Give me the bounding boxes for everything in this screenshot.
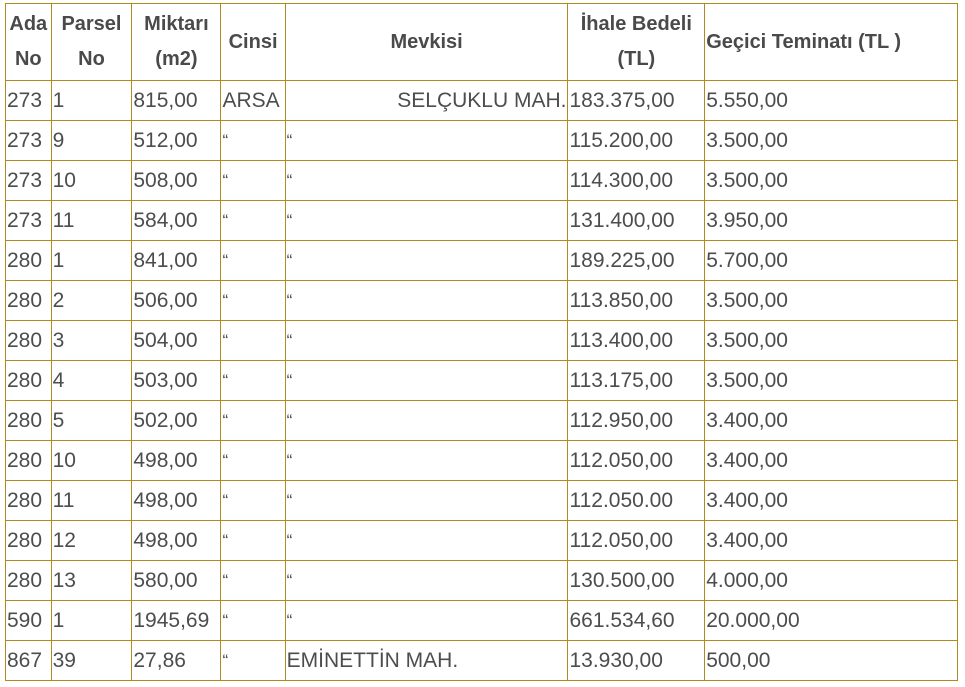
cell-teminat: 3.950,00 [705,201,958,241]
cell-teminat: 3.500,00 [705,321,958,361]
cell-mevki: “ [285,201,568,241]
cell-mevki: “ [285,561,568,601]
cell-teminat: 3.400,00 [705,481,958,521]
cell-cinsi: “ [221,481,285,521]
table-row [6,281,958,321]
cell-miktar: 508,00 [132,161,221,201]
header-ada-line1: Ada [9,13,48,35]
cell-teminat: 3.400,00 [705,521,958,561]
cell-cinsi: “ [221,241,285,281]
cell-parsel: 2 [51,281,132,321]
cell-cinsi: “ [221,601,285,641]
cell-teminat: 3.400,00 [705,441,958,481]
cell-ihale: 183.375,00 [568,81,705,121]
cell-ada: 273 [6,201,52,241]
cell-parsel: 11 [51,481,132,521]
header-miktar-line2: (m2) [155,48,198,70]
table-row [6,601,958,641]
cell-ada: 280 [6,241,52,281]
cell-miktar: 498,00 [132,481,221,521]
cell-ihale: 113.175,00 [568,361,705,401]
header-miktar [132,4,221,81]
cell-mevki: “ [285,481,568,521]
cell-ihale: 114.300,00 [568,161,705,201]
cell-ada: 280 [6,401,52,441]
cell-ada: 280 [6,281,52,321]
cell-ada: 280 [6,481,52,521]
cell-teminat: 3.500,00 [705,161,958,201]
cell-parsel: 3 [51,321,132,361]
cell-ada: 280 [6,321,52,361]
header-row [6,4,958,81]
cell-miktar: 504,00 [132,321,221,361]
cell-parsel: 10 [51,441,132,481]
cell-cinsi: “ [221,561,285,601]
cell-miktar: 512,00 [132,121,221,161]
cell-miktar: 502,00 [132,401,221,441]
table-row [6,561,958,601]
cell-ihale: 131.400,00 [568,201,705,241]
cell-miktar: 498,00 [132,441,221,481]
table-row [6,161,958,201]
table-row [6,521,958,561]
cell-parsel: 12 [51,521,132,561]
cell-ihale: 112.050,00 [568,441,705,481]
cell-mevki: “ [285,401,568,441]
cell-teminat: 3.500,00 [705,121,958,161]
cell-teminat: 5.700,00 [705,241,958,281]
cell-teminat: 500,00 [705,641,958,681]
cell-parsel: 1 [51,601,132,641]
cell-cinsi: “ [221,121,285,161]
cell-parsel: 1 [51,81,132,121]
header-parsel-line1: Parsel [61,13,122,35]
header-parsel-line2: No [78,48,105,70]
header-ada-line2: No [14,48,42,70]
cell-mevki: “ [285,161,568,201]
cell-parsel: 11 [51,201,132,241]
header-gecici-teminat: Geçici Teminatı (TL ) [705,4,958,81]
table-row [6,481,958,521]
cell-mevki: “ [285,281,568,321]
cell-ada: 590 [6,601,52,641]
cell-cinsi: “ [221,161,285,201]
cell-miktar: 27,86 [132,641,221,681]
table-row [6,241,958,281]
cell-miktar: 1945,69 [132,601,221,641]
cell-ada: 273 [6,81,52,121]
header-miktar-line1: Miktarı [144,13,209,35]
cell-ihale: 113.400,00 [568,321,705,361]
cell-cinsi: “ [221,201,285,241]
cell-teminat: 3.500,00 [705,281,958,321]
cell-parsel: 13 [51,561,132,601]
table-body [6,81,958,681]
header-ihale-bedeli [568,4,705,81]
cell-teminat: 20.000,00 [705,601,958,641]
table-row [6,81,958,121]
cell-mevki: “ [285,521,568,561]
cell-ihale: 112.950,00 [568,401,705,441]
table-row [6,201,958,241]
cell-mevki: SELÇUKLU MAH. [285,81,568,121]
cell-ada: 273 [6,161,52,201]
cell-teminat: 5.550,00 [705,81,958,121]
cell-ihale: 130.500,00 [568,561,705,601]
cell-cinsi: “ [221,281,285,321]
cell-mevki: EMİNETTİN MAH. [285,641,568,681]
cell-cinsi: ARSA [221,81,285,121]
table-row [6,321,958,361]
cell-miktar: 506,00 [132,281,221,321]
cell-ihale: 13.930,00 [568,641,705,681]
cell-ihale: 115.200,00 [568,121,705,161]
cell-ihale: 189.225,00 [568,241,705,281]
cell-parsel: 1 [51,241,132,281]
header-ada-no [6,4,52,81]
header-parsel-no [51,4,132,81]
cell-miktar: 815,00 [132,81,221,121]
cell-mevki: “ [285,441,568,481]
header-mevki: Mevkisi [285,4,568,81]
cell-teminat: 4.000,00 [705,561,958,601]
cell-mevki: “ [285,121,568,161]
tender-table [5,3,958,681]
cell-ada: 280 [6,441,52,481]
cell-mevki: “ [285,241,568,281]
cell-parsel: 4 [51,361,132,401]
cell-parsel: 39 [51,641,132,681]
cell-teminat: 3.500,00 [705,361,958,401]
table-row [6,361,958,401]
cell-ada: 280 [6,561,52,601]
cell-parsel: 5 [51,401,132,441]
cell-miktar: 503,00 [132,361,221,401]
table-row [6,401,958,441]
cell-cinsi: “ [221,361,285,401]
cell-ihale: 112.050,00 [568,521,705,561]
cell-cinsi: “ [221,321,285,361]
cell-ihale: 113.850,00 [568,281,705,321]
cell-mevki: “ [285,321,568,361]
cell-miktar: 580,00 [132,561,221,601]
cell-parsel: 10 [51,161,132,201]
cell-ihale: 661.534,60 [568,601,705,641]
table-row [6,641,958,681]
cell-parsel: 9 [51,121,132,161]
cell-ihale: 112.050.00 [568,481,705,521]
cell-cinsi: “ [221,521,285,561]
cell-ada: 280 [6,521,52,561]
table-header [6,4,958,81]
cell-cinsi: “ [221,441,285,481]
cell-mevki: “ [285,361,568,401]
table-row [6,441,958,481]
header-cinsi: Cinsi [221,4,285,81]
table-row [6,121,958,161]
cell-teminat: 3.400,00 [705,401,958,441]
cell-ada: 867 [6,641,52,681]
cell-cinsi: “ [221,401,285,441]
cell-miktar: 498,00 [132,521,221,561]
cell-ada: 280 [6,361,52,401]
cell-miktar: 841,00 [132,241,221,281]
header-ihale-line1: İhale Bedeli [580,13,692,35]
header-ihale-line2: (TL) [617,48,656,70]
cell-ada: 273 [6,121,52,161]
cell-cinsi: “ [221,641,285,681]
cell-mevki: “ [285,601,568,641]
cell-miktar: 584,00 [132,201,221,241]
